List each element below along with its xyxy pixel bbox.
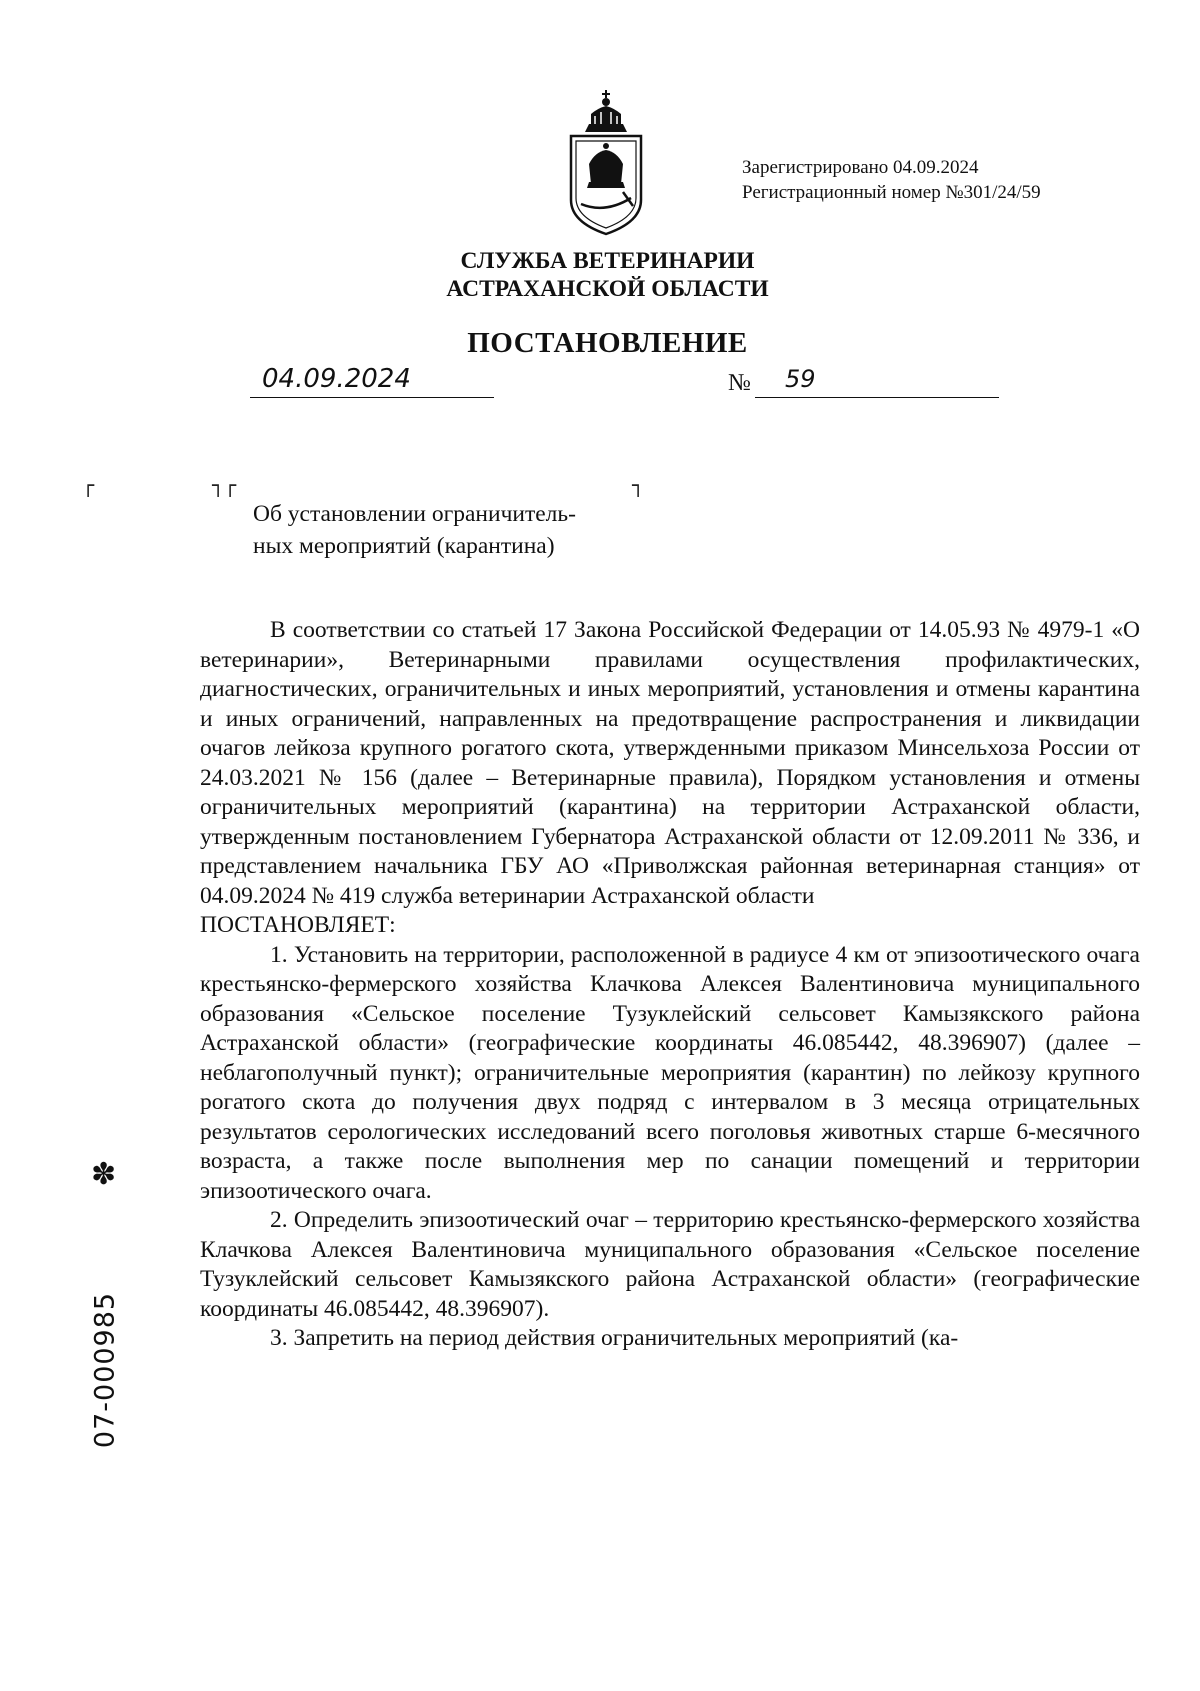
subject-line-2: ных мероприятий (карантина) bbox=[253, 533, 555, 559]
document-subject bbox=[253, 498, 576, 562]
resolution-item-3: 3. Запретить на период действия ограничительных мероприятий (ка- bbox=[270, 1325, 959, 1351]
document-type-title: ПОСТАНОВЛЕНИЕ bbox=[467, 327, 748, 359]
margin-registration-stamp bbox=[55, 1157, 155, 1580]
organization-line-2: АСТРАХАНСКОЙ ОБЛАСТИ bbox=[446, 276, 769, 302]
resolves-heading: ПОСТАНОВЛЯЕТ: bbox=[200, 912, 396, 938]
preamble-paragraph: В соответствии со статьей 17 Закона Российской Федерации от 14.05.93 № 4979-1 «О ветеринарии», Ветеринарными правилами осуществления профилактических, диагностических, ограничительных и иных мероприятий, установления и отмены карантина и иных ограничений, направленных на предотвращение распространения и ликвидации очагов лейкоза крупного рогатого скота, утвержденными приказом Минсельхоза России от 24.03.2021 № 156 (далее – Ветеринарные правила), Порядком установления и отмены ограничительных мероприятий (карантина) на территории Астраханской области, утвержденным постановлением Губернатора Астраханской области от 12.09.2011 № 336, и представлением начальника ГБУ АО «Приволжская районная ветеринарная станция» от 04.09.2024 № 419 служба ветеринарии Астраханской области bbox=[200, 617, 1140, 909]
resolution-item-1: 1. Установить на территории, расположенной в радиусе 4 км от эпизоотического очага крестьянско-фермерского хозяйства Клачкова Алексея Валентиновича муниципального образования «Сельское поселение Тузуклейский сельсовет Камызякского района Астраханской области» (географические координаты 46.085442, 48.396907) (далее – неблагополучный пункт); ограничительные мероприятия (карантин) по лейкозу крупного рогатого скота до получения двух подряд с интервалом в 3 месяца отрицательных результатов серологических исследований всего поголовья животных старше 6-месячного возраста, а также после выполнения мер по санации помещений и территории эпизоотического очага. bbox=[200, 941, 1140, 1204]
resolution-item-2: 2. Определить эпизоотический очаг – территорию крестьянско-фермерского хозяйства Клачкова Алексея Валентиновича муниципального образования «Сельское поселение Тузуклейский сельсовет Камызякского района Астраханской области» (географические координаты 46.085442, 48.396907). bbox=[200, 1207, 1140, 1322]
organization-line-1: СЛУЖБА ВЕТЕРИНАРИИ bbox=[460, 248, 755, 274]
registration-date: Зарегистрировано 04.09.2024 bbox=[742, 157, 979, 178]
registration-number: Регистрационный номер №301/24/59 bbox=[742, 182, 1041, 203]
corner-mark-subject-top-right: ┐ bbox=[632, 473, 645, 497]
subject-line-1: Об установлении ограничитель- bbox=[253, 501, 576, 527]
corner-mark-left: ┌ bbox=[82, 473, 95, 497]
coat-of-arms-emblem bbox=[565, 88, 647, 238]
document-body bbox=[200, 616, 1140, 1354]
organization-name bbox=[0, 247, 1200, 303]
document-date-handwritten: 04.09.2024 bbox=[250, 362, 494, 398]
document-number-label: № bbox=[728, 370, 751, 396]
corner-mark-subject-top-left: ┐┌ bbox=[212, 473, 237, 497]
registration-info bbox=[742, 155, 1041, 205]
margin-stamp-number: 07-000985 bbox=[89, 1291, 121, 1449]
document-number-handwritten: 59 bbox=[755, 362, 999, 398]
margin-star-symbol: ✽ bbox=[91, 1157, 117, 1192]
